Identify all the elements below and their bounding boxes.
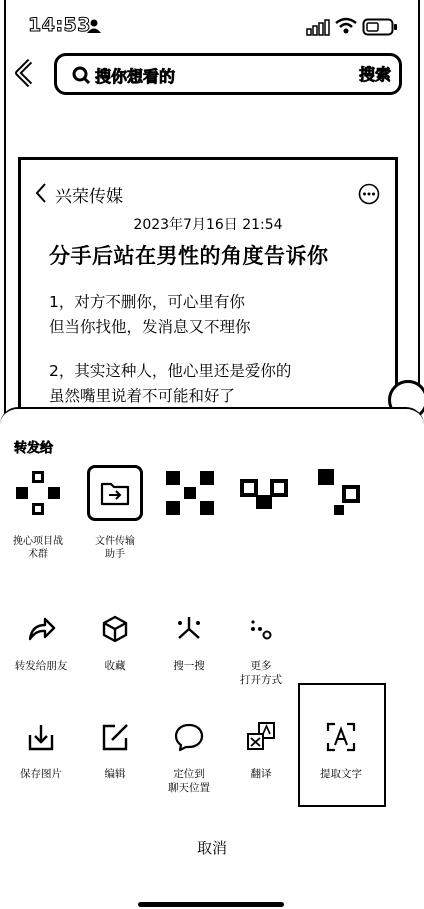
action-favorite[interactable] [80, 609, 150, 673]
text-scan-icon [321, 717, 361, 757]
article-title: 分手后站在男性的角度告诉你 [49, 244, 329, 268]
edit-icon [95, 717, 135, 757]
paragraph-line: 但当你找他，发消息又不理你 [49, 318, 251, 336]
article-card [18, 157, 398, 427]
action-save-image[interactable] [6, 717, 76, 781]
sparkle-icon [169, 609, 209, 649]
action-label: 搜一搜 [173, 660, 205, 672]
chat-bubble-icon [169, 717, 209, 757]
action-search[interactable] [154, 609, 224, 673]
share-sheet-title: 转发给 [14, 441, 54, 456]
person-icon [86, 18, 102, 34]
action-translate[interactable] [226, 717, 296, 781]
wifi-icon [335, 17, 357, 35]
action-forward-to-friend[interactable] [6, 609, 76, 673]
status-bar [0, 10, 424, 46]
home-indicator [138, 902, 284, 907]
paragraph-line: 虽然嘴里说着不可能和好了 [49, 387, 236, 405]
search-input[interactable]: 搜你想看的 [95, 67, 176, 86]
article-back-icon[interactable] [33, 182, 49, 204]
article-paragraph-1 [49, 290, 251, 340]
paragraph-line: 2，其实这种人，他心里还是爱你的 [49, 362, 292, 380]
contact-item[interactable] [232, 465, 296, 535]
share-sheet [0, 407, 424, 909]
action-label: 收藏 [104, 660, 126, 672]
action-label: 编辑 [104, 768, 126, 780]
action-open-with[interactable] [226, 609, 296, 687]
action-label: 提取文字 [320, 768, 362, 780]
search-icon [71, 65, 91, 85]
avatar [312, 465, 368, 521]
back-icon[interactable] [10, 58, 40, 88]
more-options-icon[interactable] [358, 183, 380, 205]
search-box[interactable] [54, 53, 402, 95]
action-label: 翻译 [250, 768, 272, 780]
battery-icon [362, 18, 398, 36]
action-label: 更多 打开方式 [240, 660, 282, 686]
more-dots-icon [241, 609, 281, 649]
download-icon [21, 717, 61, 757]
translate-icon [241, 717, 281, 757]
contact-label: 文件传输 助手 [95, 536, 135, 560]
action-extract-text[interactable] [306, 717, 376, 781]
contact-label: 挽心项目战 术群 [13, 536, 63, 560]
avatar [236, 465, 292, 521]
action-edit[interactable] [80, 717, 150, 781]
signal-icon [306, 18, 330, 36]
avatar [10, 465, 66, 521]
file-transfer-icon [87, 465, 143, 521]
search-button[interactable]: 搜索 [359, 62, 391, 85]
contact-file-transfer[interactable] [83, 465, 147, 561]
cube-icon [95, 609, 135, 649]
action-label: 转发给朋友 [14, 660, 68, 672]
action-label: 定位到 聊天位置 [168, 768, 210, 794]
article-date: 2023年7月16日 21:54 [133, 217, 283, 233]
contact-item[interactable] [158, 465, 222, 535]
action-locate-in-chat[interactable] [154, 717, 224, 795]
article-source[interactable]: 兴荣传媒 [55, 187, 123, 207]
contact-item[interactable] [308, 465, 372, 535]
paragraph-line: 1，对方不删你，可心里有你 [49, 293, 245, 311]
article-paragraph-2 [49, 359, 291, 409]
avatar [162, 465, 218, 521]
cancel-button[interactable]: 取消 [0, 837, 424, 858]
action-label: 保存图片 [20, 768, 62, 780]
share-arrow-icon [21, 609, 61, 649]
contact-group-chat[interactable] [6, 465, 70, 561]
status-time: 14:53 [28, 14, 91, 36]
